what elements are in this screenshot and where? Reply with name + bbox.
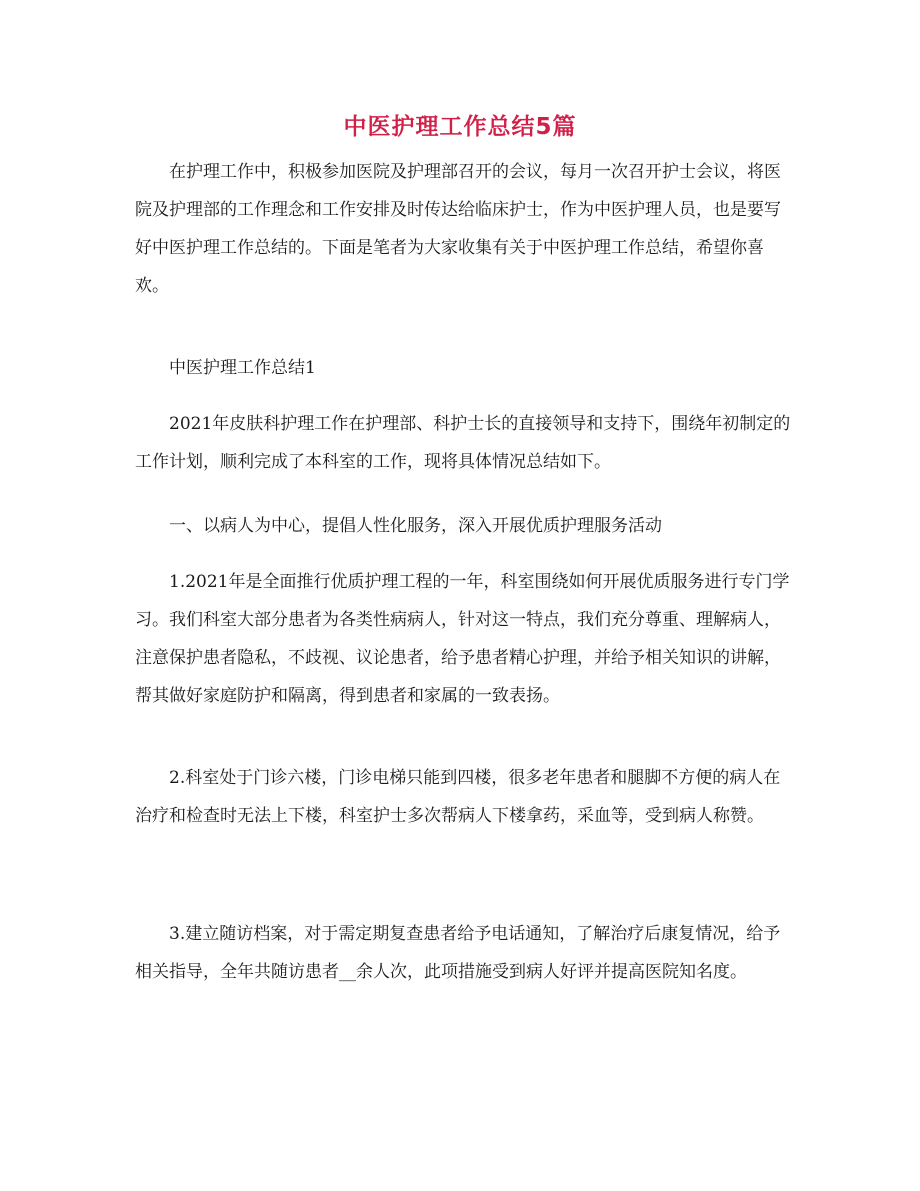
paragraph-item-3: 3.建立随访档案，对于需定期复查患者给予电话通知，了解治疗后康复情况，给予相关指导，全年共随访患者__余人次，此项措施受到病人好评并提高医院知名度。 <box>135 924 781 982</box>
item-1-block <box>135 563 795 715</box>
section-title: 中医护理工作总结1 <box>169 358 316 378</box>
subsection-heading: 一、以病人为中心，提倡人性化服务，深入开展优质护理服务活动 <box>169 516 662 536</box>
subsection-heading-block <box>135 507 795 545</box>
section-title-block <box>135 349 795 387</box>
paragraph-intro: 在护理工作中，积极参加医院及护理部召开的会议，每月一次召开护士会议，将医院及护理部的工作理念和工作安排及时传达给临床护士，作为中医护理人员，也是要写好中医护理工作总结的。下面是笔者为大家收集有关于中医护理工作总结，希望你喜欢。 <box>135 162 781 296</box>
paragraph-item-2: 2.科室处于门诊六楼，门诊电梯只能到四楼，很多老年患者和腿脚不方便的病人在治疗和检查时无法上下楼，科室护士多次帮病人下楼拿药，采血等，受到病人称赞。 <box>135 768 781 826</box>
item-2-block <box>135 759 795 835</box>
paragraph-item-1: 1.2021年是全面推行优质护理工程的一年，科室围绕如何开展优质服务进行专门学习。我们科室大部分患者为各类性病病人，针对这一特点，我们充分尊重、理解病人，注意保护患者隐私，不歧视、议论患者，给予患者精心护理，并给予相关知识的讲解，帮其做好家庭防护和隔离，得到患者和家属的一致表扬。 <box>135 572 790 706</box>
item-3-block <box>135 915 795 991</box>
overview-block <box>135 405 795 481</box>
paragraph-overview: 2021年皮肤科护理工作在护理部、科护士长的直接领导和支持下，围绕年初制定的工作计划，顺利完成了本科室的工作，现将具体情况总结如下。 <box>135 414 791 472</box>
intro-block <box>135 153 795 305</box>
document-title: 中医护理工作总结5篇 <box>343 114 577 140</box>
